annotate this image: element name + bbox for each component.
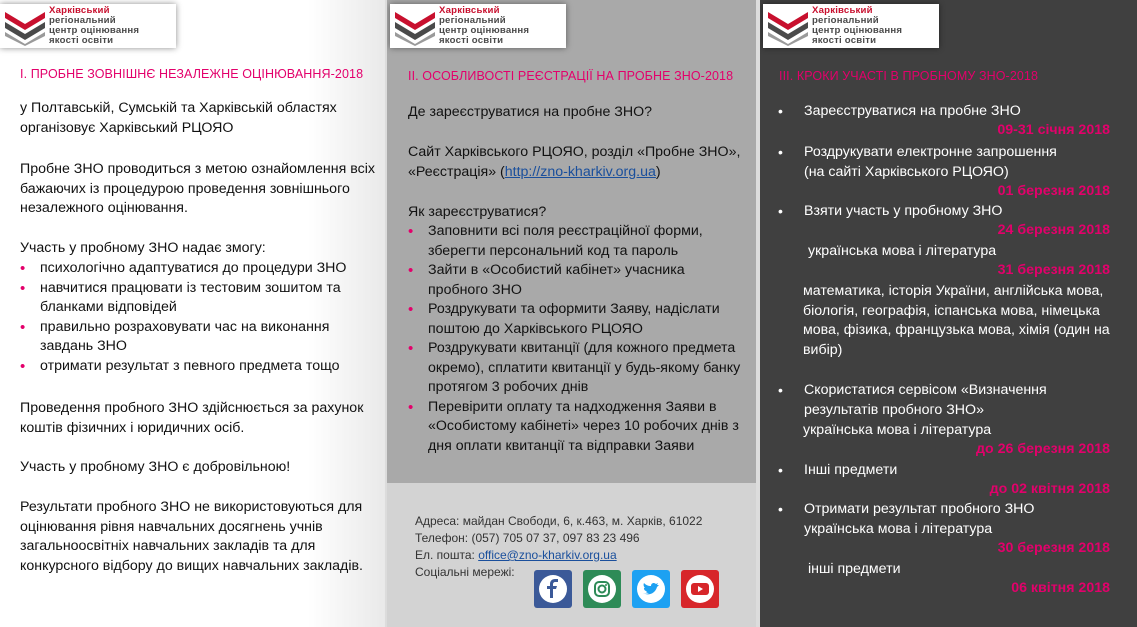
- date-register: 09-31 січня 2018: [997, 122, 1110, 138]
- list-item: • Заповнити всі поля реєстраційної форми, зберегти персональний код та пароль: [408, 222, 748, 261]
- list-item: • психологічно адаптуватися до процедури ЗНО: [20, 259, 375, 279]
- rcoyao-logo: [0, 4, 176, 48]
- list-item: • Зайти в «Особистий кабінет» учасника пробного ЗНО: [408, 261, 748, 300]
- site-link[interactable]: http://zno-kharkiv.org.ua: [504, 163, 656, 180]
- how-question: Як зареєструватися?: [408, 204, 547, 220]
- column-about: [0, 0, 385, 627]
- section-heading: ІІІ. КРОКИ УЧАСТІ В ПРОБНОМУ ЗНО-2018: [779, 69, 1039, 83]
- logo-text: Харківський регіональний центр оцінювання якості освіти: [49, 5, 140, 46]
- date-participate-1: 24 березня 2018: [997, 222, 1110, 238]
- section-heading: ІІ. ОСОБЛИВОСТІ РЕЄСТРАЦІЇ НА ПРОБНЕ ЗНО-2018: [408, 69, 734, 83]
- bullet: •: [778, 103, 783, 119]
- facebook-icon: [536, 572, 570, 606]
- logo-mark-icon: [3, 8, 47, 46]
- registration-steps: [408, 222, 748, 456]
- social-label: Соціальні мережі:: [415, 565, 515, 579]
- rcoyao-logo: [390, 4, 566, 48]
- date-results-1: до 26 березня 2018: [976, 441, 1110, 457]
- address: Адреса: майдан Свободи, 6, к.463, м. Харків, 61022: [415, 514, 703, 528]
- results-ukrainian: українська мова і література: [803, 422, 992, 438]
- logo-mark-icon: [393, 8, 437, 46]
- section-heading: І. ПРОБНЕ ЗОВНІШНЄ НЕЗАЛЕЖНЕ ОЦІНЮВАННЯ-2018: [20, 67, 364, 81]
- results-text: Результати пробного ЗНО не використовуються для оцінювання рівня навчальних досягнень учнів загальноосвітніх навчальних закладів та для конкурсного відбору до вищих навчальних закладів.: [20, 499, 363, 574]
- date-get-result-2: 06 квітня 2018: [1011, 580, 1110, 596]
- date-results-2: до 02 квітня 2018: [989, 481, 1110, 497]
- logo-text: Харківський регіональний центр оцінювання якості освіти: [812, 5, 903, 46]
- youtube-icon: [683, 572, 717, 606]
- intro-text: у Полтавській, Сумській та Харківській областях організовує Харківський РЦОЯО: [20, 100, 337, 136]
- date-get-result-1: 30 березня 2018: [997, 540, 1110, 556]
- subject-ukrainian: українська мова і література: [808, 243, 997, 259]
- site-text: Сайт Харківського РЦОЯО, розділ «Пробне ЗНО», «Реєстрація» (http://zno-kharkiv.org.ua): [408, 144, 741, 180]
- list-item: • навчитися працювати із тестовим зошитом та бланками відповідей: [20, 279, 375, 318]
- instagram-icon: [585, 572, 619, 606]
- result-other: інші предмети: [808, 561, 901, 577]
- benefits-intro: Участь у пробному ЗНО надає змогу:: [20, 240, 266, 256]
- date-invitation: 01 березня 2018: [997, 183, 1110, 199]
- email-link[interactable]: office@zno-kharkiv.org.ua: [478, 548, 617, 562]
- twitter-icon: [634, 572, 668, 606]
- facebook-button[interactable]: [534, 570, 572, 608]
- funding-text: Проведення пробного ЗНО здійснюється за рахунок коштів фізичних і юридичних осіб.: [20, 400, 364, 436]
- date-participate-2: 31 березня 2018: [997, 262, 1110, 278]
- list-item: • Перевірити оплату та надходження Заяви в «Особистому кабінеті» через 10 робочих днів з дня оплати квитанції та відправки Заяви: [408, 398, 748, 457]
- email-line: Ел. пошта: office@zno-kharkiv.org.ua: [415, 548, 617, 562]
- youtube-button[interactable]: [681, 570, 719, 608]
- twitter-button[interactable]: [632, 570, 670, 608]
- where-question: Де зареєструватися на пробне ЗНО?: [408, 104, 653, 120]
- list-item: • отримати результат з певного предмета тощо: [20, 357, 375, 377]
- purpose-text: Пробне ЗНО проводиться з метою ознайомлення всіх бажаючих із процедурою проведення зовнішнього незалежного оцінювання.: [20, 161, 375, 216]
- instagram-button[interactable]: [583, 570, 621, 608]
- logo-mark-icon: [766, 8, 810, 46]
- rcoyao-logo: [763, 4, 939, 48]
- phone: Телефон: (057) 705 07 37, 097 83 23 496: [415, 531, 640, 545]
- column-registration: [387, 0, 756, 627]
- voluntary-text: Участь у пробному ЗНО є добровільною!: [20, 459, 291, 475]
- list-item: • правильно розраховувати час на виконання завдань ЗНО: [20, 318, 375, 357]
- benefits-list: [20, 259, 375, 376]
- column-steps: Харківський регіональний центр оцінювання якості освіти ІІІ. КРОКИ УЧАСТІ В ПРОБНОМУ ЗНО-2018 • Зареєструватися на пробне ЗНО 09-31 січня 2018 • Роздрукувати електронне запрошення (на сайті Харківського РЦОЯО) 01 березня 2018 • Взяти участь у пробному ЗНО 24 березня 2018 українська мова і література 31 березня 2018 математика, історія України, англійська мова, біологія, географія, іспанська мова, німецька мова, фізика, французька мова, хімія (один на вибір) • Скористатися сервісом «Визначення результатів пробного ЗНО» українська мова і література до 26 березня 2018 • Інші предмети до 02 квітня 2018 • Отримати результат пробного ЗНО українська мова і література 30 березня 2018 інші предмети 06 квітня 2018: [760, 0, 1137, 627]
- list-item: • Роздрукувати квитанції (для кожного предмета окремо), сплатити квитанції у будь-якому банку протягом 3 робочих днів: [408, 339, 748, 398]
- list-item: • Роздрукувати та оформити Заяву, надіслати поштою до Харківського РЦОЯО: [408, 300, 748, 339]
- subjects-other: математика, історія України, англійська мова, біологія, географія, іспанська мова, німецька мова, фізика, французька мова, хімія (один на вибір): [803, 283, 1110, 358]
- logo-text: Харківський регіональний центр оцінювання якості освіти: [439, 5, 530, 46]
